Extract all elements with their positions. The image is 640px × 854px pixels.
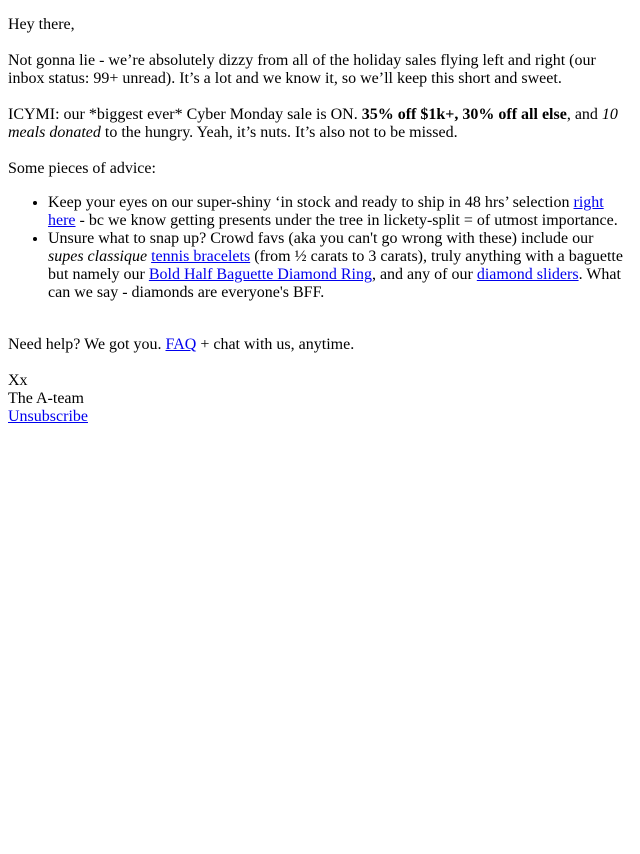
- sale-discount: 35% off $1k+, 30% off all else: [361, 106, 567, 123]
- tennis-bracelets-link[interactable]: tennis bracelets: [151, 248, 251, 265]
- advice-2-mid2: , and any of our: [371, 266, 477, 283]
- advice-2-suffix: . What can we say - diamonds are everyone's BFF.: [48, 266, 621, 301]
- in-stock-link[interactable]: right here: [48, 194, 604, 229]
- signoff-team: The A-team: [8, 390, 84, 407]
- advice-1-suffix: - bc we know getting presents under the tree in lickety-split = of utmost importance.: [75, 212, 618, 229]
- advice-list: [8, 194, 632, 302]
- baguette-ring-link[interactable]: Bold Half Baguette Diamond Ring: [148, 266, 372, 283]
- unsubscribe-link[interactable]: Unsubscribe: [8, 408, 88, 425]
- diamond-sliders-link[interactable]: diamond sliders: [476, 266, 579, 283]
- sale-donation: 10 meals donated: [8, 106, 618, 141]
- faq-link[interactable]: FAQ: [165, 336, 197, 353]
- spacer: [8, 302, 632, 336]
- help-suffix: + chat with us, anytime.: [196, 336, 355, 353]
- sale-paragraph: [8, 106, 632, 142]
- greeting: Hey there,: [8, 16, 75, 33]
- list-item: [48, 194, 632, 230]
- sale-suffix: to the hungry. Yeah, it’s nuts. It’s also not to be missed.: [100, 124, 458, 141]
- email-body: [0, 0, 640, 426]
- sale-middle: , and: [566, 106, 602, 123]
- signoff: [8, 372, 632, 426]
- advice-2-mid1: (from ½ carats to 3 carats), truly anything with a baguette but namely our: [48, 248, 623, 283]
- advice-1-prefix: Keep your eyes on our super-shiny ‘in stock and ready to ship in 48 hrs’ selection: [48, 194, 574, 211]
- advice-heading: Some pieces of advice:: [8, 160, 156, 177]
- help-prefix: Need help? We got you.: [8, 336, 166, 353]
- advice-2-prefix: Unsure what to snap up? Crowd favs (aka you can't go wrong with these) include our: [48, 230, 594, 247]
- help-paragraph: [8, 336, 632, 354]
- intro-paragraph: Not gonna lie - we’re absolutely dizzy from all of the holiday sales flying left and right (our inbox status: 99+ unread). It’s a lot and we know it, so we’ll keep this short and sweet.: [8, 52, 596, 87]
- sale-prefix: ICYMI: our *biggest ever* Cyber Monday sale is ON.: [8, 106, 362, 123]
- signoff-xx: Xx: [8, 372, 28, 389]
- advice-2-italic: supes classique: [48, 248, 148, 265]
- list-item: [48, 230, 632, 302]
